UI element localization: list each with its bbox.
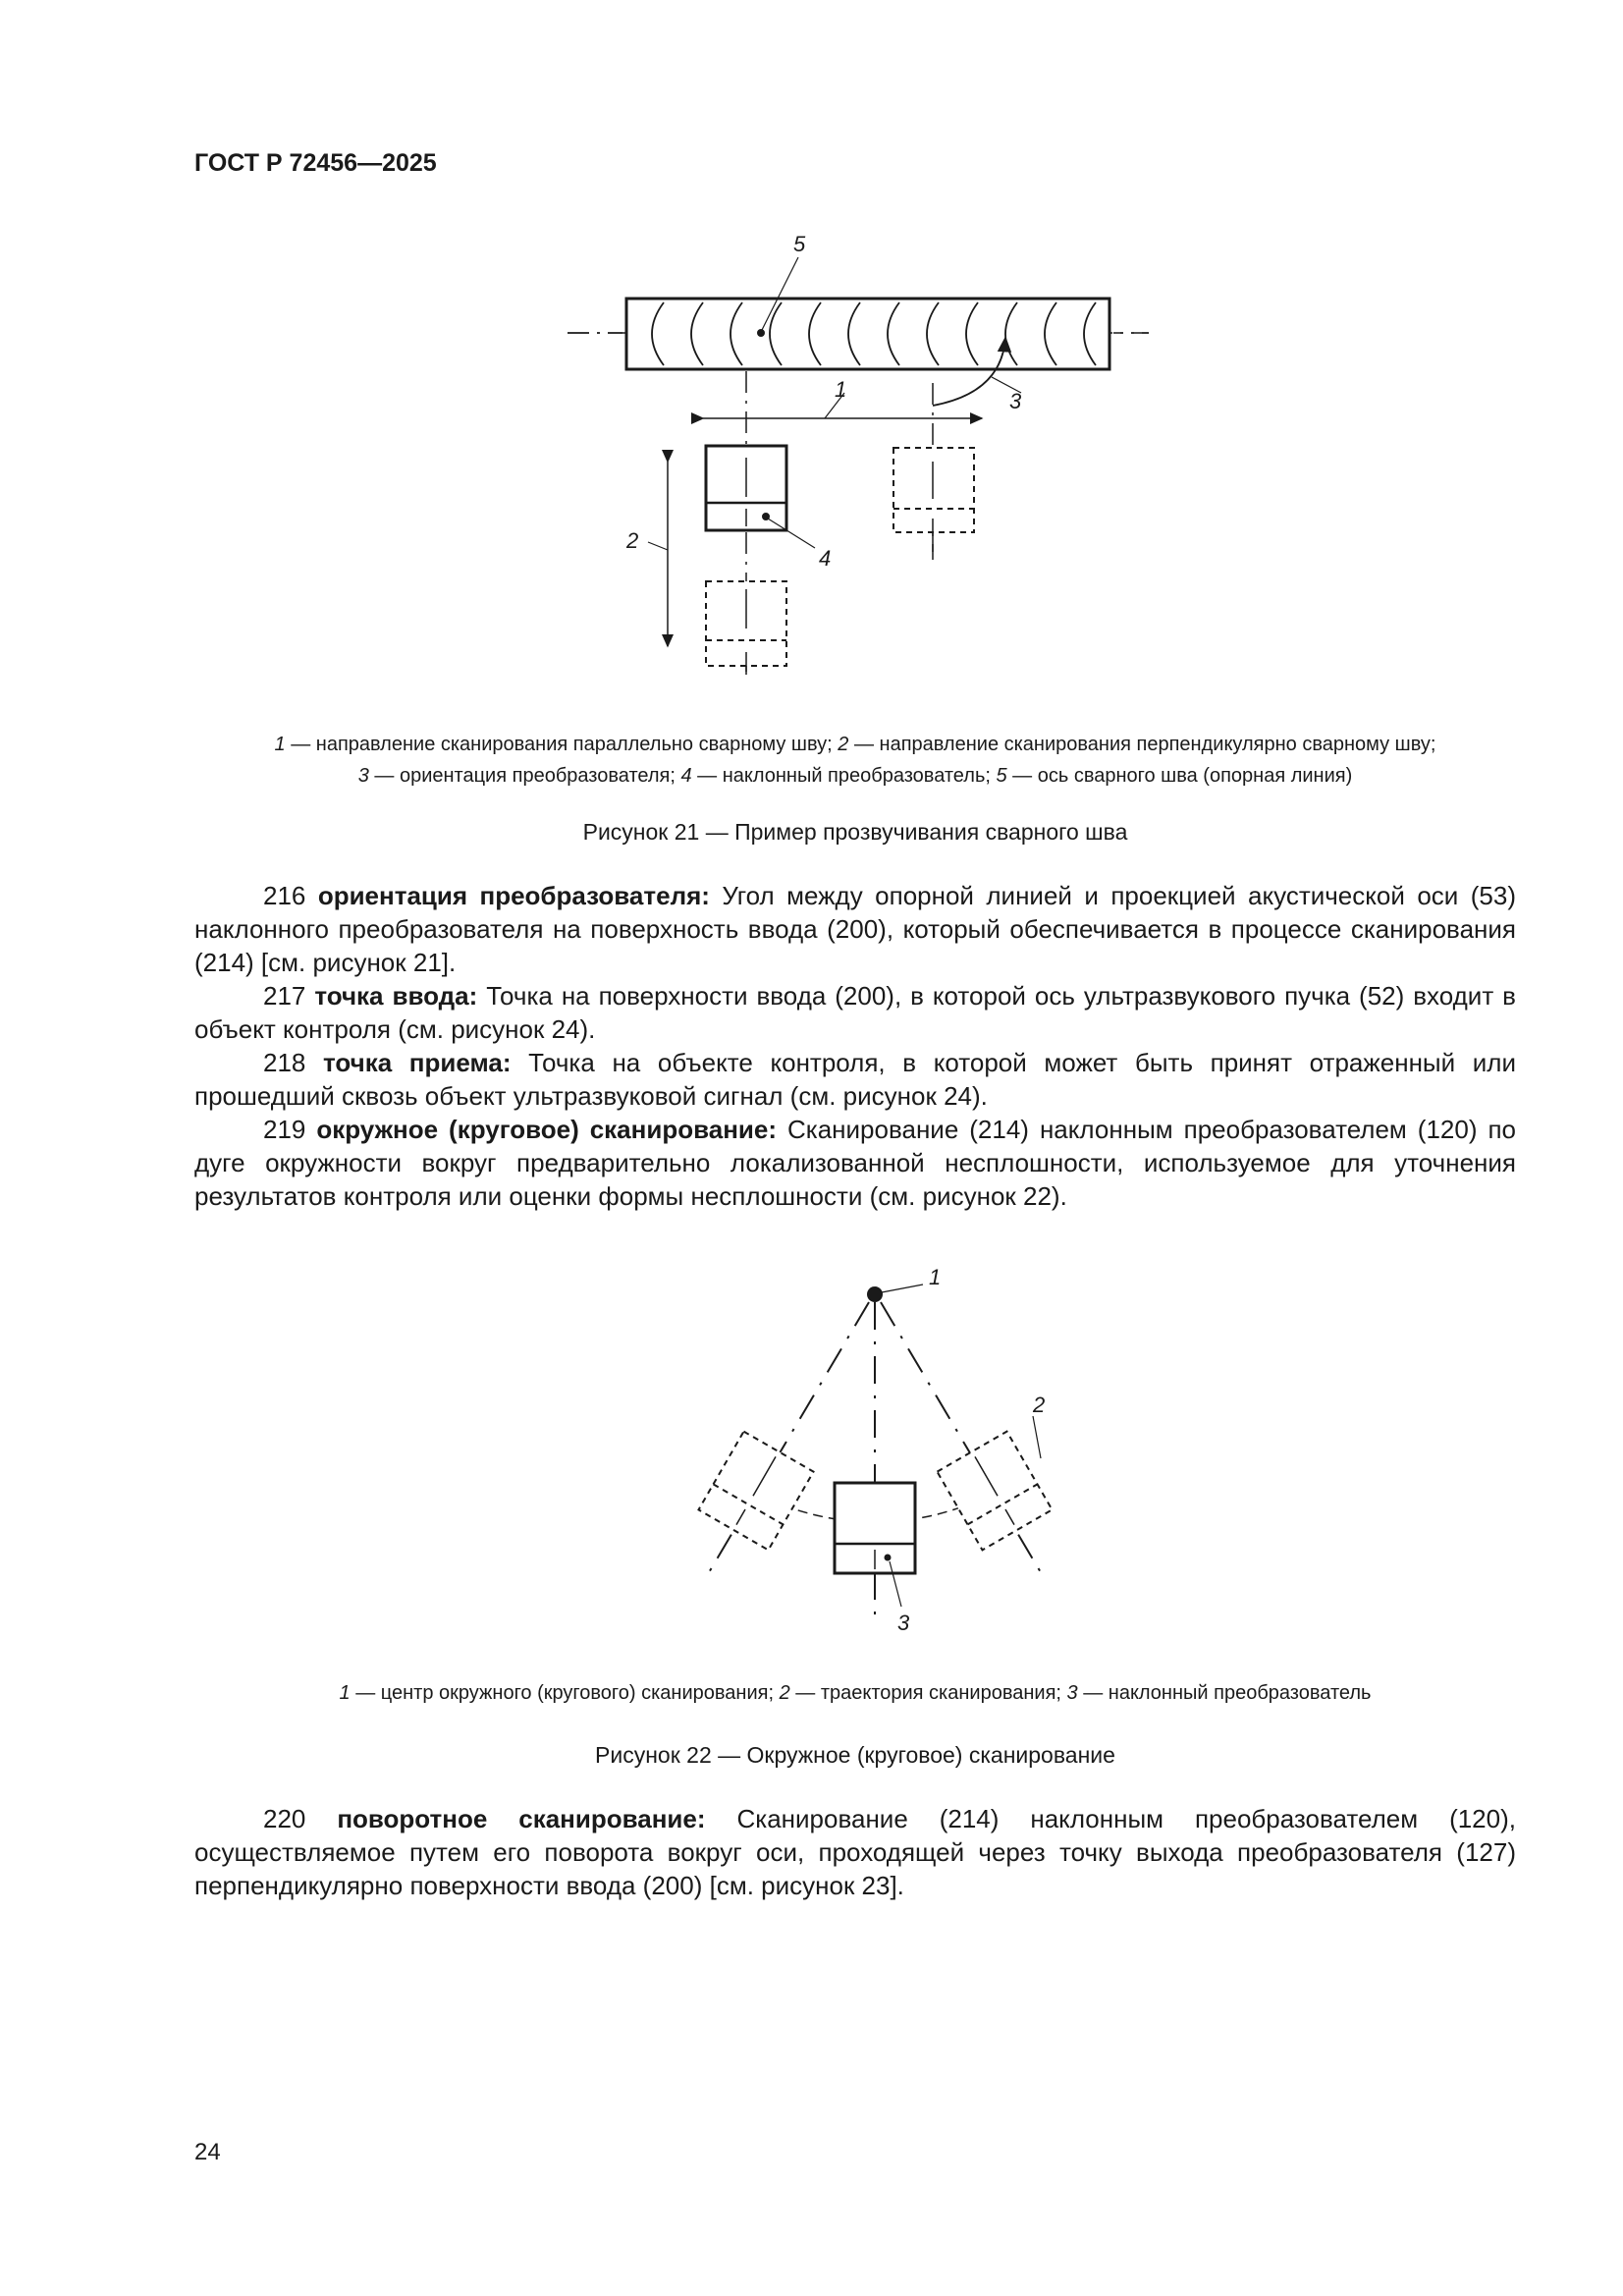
figure-22-legend xyxy=(194,1677,1516,1709)
figure-22-drawing xyxy=(0,1237,1623,1669)
scan-center-point xyxy=(867,1286,883,1302)
figure-21-caption: Рисунок 21 — Пример прозвучивания сварного шва xyxy=(582,819,1128,845)
definition-219: 219 окружное (круговое) сканирование: Сканирование (214) наклонным преобразователем (120) по дуге окружности вокруг предварительно локализованной несплошности, используемое для уточнения результатов контроля или оценки формы несплошности (см. рисунок 22). xyxy=(194,1115,1517,1211)
figure-22-legend-line: 1 — центр окружного (кругового) сканирования; 2 — траектория сканирования; 3 — наклонный преобразователь xyxy=(339,1682,1372,1704)
definitions-216-219 xyxy=(194,879,1516,1213)
figure-21-drawing xyxy=(0,0,1623,687)
page-number: 24 xyxy=(194,2139,221,2165)
fig21-label-3: 3 xyxy=(1009,389,1022,413)
figure-21-legend xyxy=(194,729,1516,792)
fig22-label-1: 1 xyxy=(929,1265,942,1289)
fig21-label-2: 2 xyxy=(626,528,639,553)
fig21-label-5: 5 xyxy=(793,232,806,256)
definition-217: 217 точка ввода: Точка на поверхности ввода (200), в которой ось ультразвукового пучка (52) входит в объект контроля (см. рисунок 24). xyxy=(194,981,1516,1044)
figure-22 xyxy=(0,1237,1623,1669)
figure-22-caption: Рисунок 22 — Окружное (круговое) сканирование xyxy=(595,1742,1115,1768)
definition-218: 218 точка приема: Точка на объекте контроля, в которой может быть принят отраженный или прошедший сквозь объект ультразвуковой сигнал (см. рисунок 24). xyxy=(194,1048,1516,1111)
figure-21-legend-line-2: 3 — ориентация преобразователя; 4 — наклонный преобразователь; 5 — ось сварного шва (опорная линия) xyxy=(357,765,1353,787)
document-header: ГОСТ Р 72456—2025 xyxy=(194,149,437,177)
fig22-label-3: 3 xyxy=(897,1611,910,1635)
fig22-label-2: 2 xyxy=(1033,1393,1046,1417)
definition-220: 220 поворотное сканирование: Сканирование (214) наклонным преобразователем (120), осуществляемое путем его поворота вокруг оси, проходящей через точку выхода преобразователя (127) перпендикулярно поверхности ввода (200) [см. рисунок 23]. xyxy=(194,1804,1516,1900)
fig21-label-4: 4 xyxy=(819,546,832,571)
figure-21 xyxy=(0,0,1623,687)
definition-220-block xyxy=(194,1802,1516,1902)
definition-216: 216 ориентация преобразователя: Угол между опорной линией и проекцией акустической оси (53) наклонного преобразователя на поверхность ввода (200), который обеспечивается в процессе сканирования (214) [см. рисунок 21]. xyxy=(194,881,1516,977)
fig21-label-1: 1 xyxy=(835,377,847,402)
figure-21-legend-line-1: 1 — направление сканирования параллельно сварному шву; 2 — направление сканирования перпендикулярно сварному шву; xyxy=(274,734,1436,755)
